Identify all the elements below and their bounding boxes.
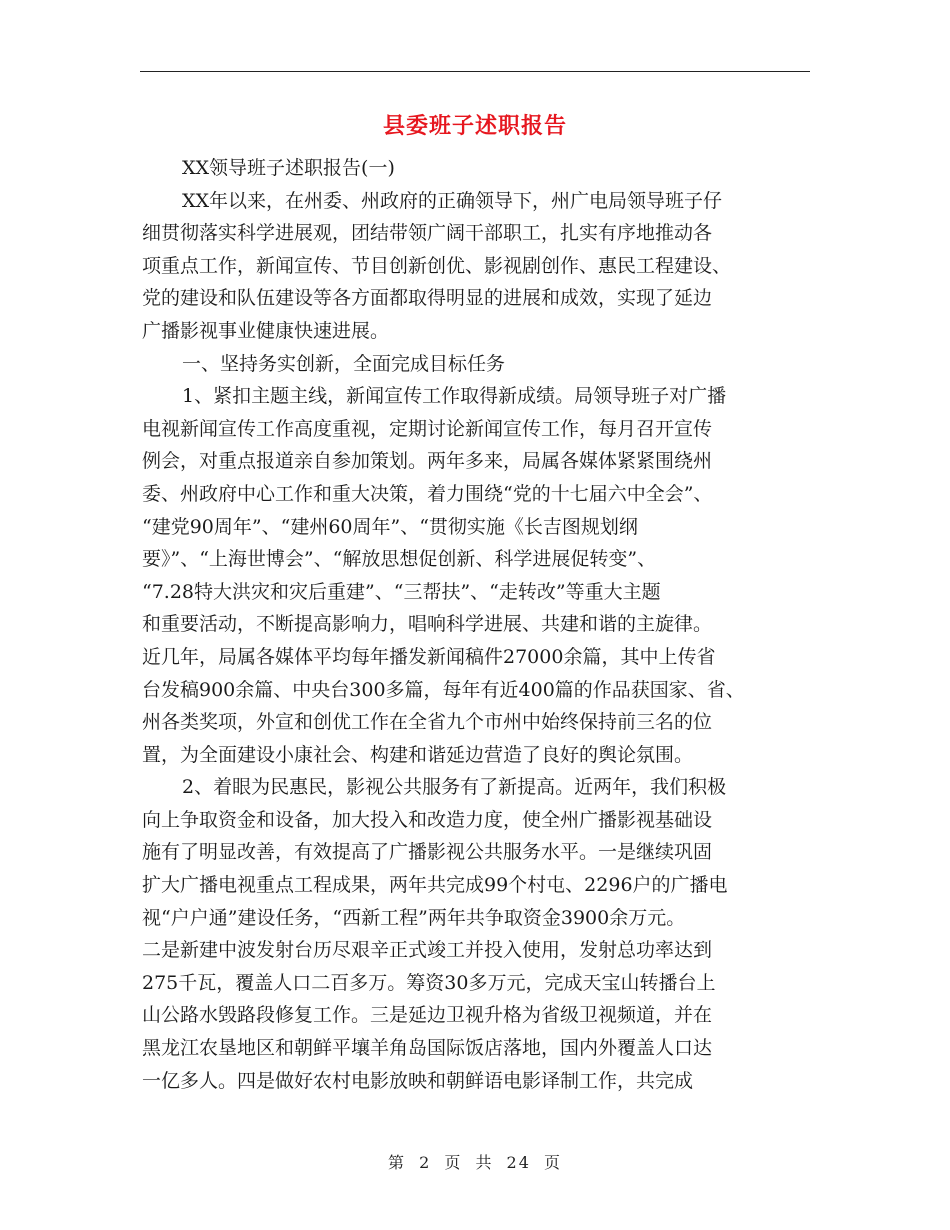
paragraph-line: 近几年，局属各媒体平均每年播发新闻稿件27000余篇，其中上传省 <box>142 645 716 668</box>
paragraph-line: XX年以来，在州委、州政府的正确领导下，州广电局领导班子仔 <box>182 189 723 212</box>
paragraph-line: 施有了明显改善，有效提高了广播影视公共服务水平。一是继续巩固 <box>142 841 713 864</box>
paragraph-line: 广播影视事业健康快速进展。 <box>142 319 390 342</box>
paragraph-line: “建党90周年”、“建州60周年”、“贯彻实施《长吉图规划纲 <box>142 515 638 538</box>
paragraph-line: 电视新闻宣传工作高度重视，定期讨论新闻宣传工作，每月召开宣传 <box>142 417 713 440</box>
paragraph-line: 向上争取资金和设备，加大投入和改造力度，使全州广播影视基础设 <box>142 808 713 831</box>
paragraph-line: 1、紧扣主题主线，新闻宣传工作取得新成绩。局领导班子对广播 <box>182 385 727 408</box>
paragraph-line: “7.28特大洪灾和灾后重建”、“三帮扶”、“走转改”等重大主题 <box>142 580 661 603</box>
paragraph-line: 项重点工作，新闻宣传、节目创新创优、影视剧创作、惠民工程建设、 <box>142 254 732 277</box>
document-body <box>142 152 822 1097</box>
paragraph-line: 例会，对重点报道亲自参加策划。两年多来，局属各媒体紧紧围绕州 <box>142 450 713 473</box>
paragraph-line: 党的建设和队伍建设等各方面都取得明显的进展和成效，实现了延边 <box>142 287 713 310</box>
paragraph-line: 置，为全面建设小康社会、构建和谐延边营造了良好的舆论氛围。 <box>142 743 694 766</box>
paragraph-line: 委、州政府中心工作和重大决策，着力围绕“党的十七届六中全会”、 <box>142 482 713 505</box>
paragraph-line: 山公路水毁路段修复工作。三是延边卫视升格为省级卫视频道，并在 <box>142 1004 713 1027</box>
page-number-footer: 第 2 页 共 24 页 <box>388 1153 562 1172</box>
paragraph-line: 州各类奖项，外宣和创优工作在全省九个市州中始终保持前三名的位 <box>142 711 713 734</box>
document-title: 县委班子述职报告 <box>382 113 567 139</box>
paragraph-line: 和重要活动，不断提高影响力，唱响科学进展、共建和谐的主旋律。 <box>142 613 713 636</box>
paragraph-line: 扩大广播电视重点工程成果，两年共完成99个村屯、2296户的广播电 <box>142 874 728 897</box>
subtitle-line: XX领导班子述职报告(一) <box>182 157 395 179</box>
paragraph-line: 视“户户通”建设任务，“西新工程”两年共争取资金3900余万元。 <box>142 906 686 929</box>
paragraph-line: 要》”、“上海世博会”、“解放思想促创新、科学进展促转变”、 <box>142 548 657 571</box>
section-heading: 一、坚持务实创新，全面完成目标任务 <box>182 352 506 375</box>
paragraph-line: 二是新建中波发射台历尽艰辛正式竣工并投入使用，发射总功率达到 <box>142 939 713 962</box>
header-rule <box>140 71 810 72</box>
paragraph-line: 一亿多人。四是做好农村电影放映和朝鲜语电影译制工作，共完成 <box>142 1069 694 1092</box>
paragraph-line: 台发稿900余篇、中央台300多篇，每年有近400篇的作品获国家、省、 <box>142 678 745 701</box>
paragraph-line: 黑龙江农垦地区和朝鲜平壤羊角岛国际饭店落地，国内外覆盖人口达 <box>142 1037 713 1060</box>
paragraph-line: 275千瓦，覆盖人口二百多万。筹资30多万元，完成天宝山转播台上 <box>142 971 716 994</box>
paragraph-line: 2、着眼为民惠民，影视公共服务有了新提高。近两年，我们积极 <box>182 776 727 799</box>
paragraph-line: 细贯彻落实科学进展观，团结带领广阔干部职工，扎实有序地推动各 <box>142 222 713 245</box>
